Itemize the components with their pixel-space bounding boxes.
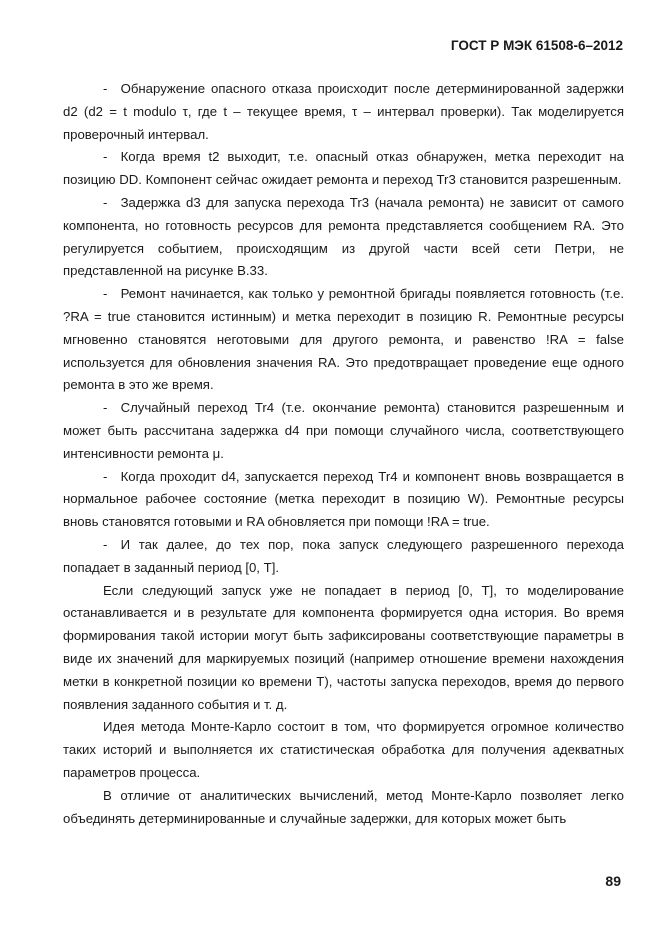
paragraph: - Когда время t2 выходит, т.е. опасный отказ обнаружен, метка переходит на позицию DD. Компонент сейчас ожидает ремонта и переход Tr3 становится разрешенным. xyxy=(63,149,624,188)
paragraph: - Задержка d3 для запуска перехода Tr3 (начала ремонта) не зависит от самого компонента, но готовность ресурсов для ремонта представляется сообщением RA. Это регулируется событием, происходящим из другой части всей сети Петри, не представленной на рисунке В.33. xyxy=(63,194,624,279)
paragraph: - Случайный переход Tr4 (т.е. окончание ремонта) становится разрешенным и может быть рассчитана задержка d4 при помощи случайного числа, соответствующего интенсивности ремонта μ. xyxy=(63,400,624,461)
paragraph: - Обнаружение опасного отказа происходит после детерминированной задержки d2 (d2 = t modulo τ, где t – текущее время, τ – интервал проверки). Так моделируется проверочный интервал. xyxy=(63,81,624,142)
paragraph: В отличие от аналитических вычислений, метод Монте-Карло позволяет легко объединять детерминированные и случайные задержки, для которых может быть xyxy=(63,787,624,826)
document-header: ГОСТ Р МЭК 61508-6–2012 xyxy=(450,38,623,53)
document-body xyxy=(63,78,624,830)
paragraph: Если следующий запуск уже не попадает в период [0, T], то моделирование останавливается и в результате для компонента формируется одна история. Во время формирования такой истории могут быть зафиксированы соответствующие параметры в виде их значений для маркируемых позиций (например отношение времени нахождения метки в конкретной позиции ко времени T), частоты запуска переходов, время до первого появления заданного события и т. д. xyxy=(63,582,624,712)
paragraph: - И так далее, до тех пор, пока запуск следующего разрешенного перехода попадает в заданный период [0, T]. xyxy=(63,536,624,575)
page-number: 89 xyxy=(605,873,621,889)
paragraph: Идея метода Монте-Карло состоит в том, что формируется огромное количество таких историй и выполняется их статистическая обработка для получения адекватных параметров процесса. xyxy=(63,719,624,780)
paragraph: - Когда проходит d4, запускается переход Tr4 и компонент вновь возвращается в нормальное рабочее состояние (метка переходит в позицию W). Ремонтные ресурсы вновь становятся готовыми и RA обновляется при помощи !RA = true. xyxy=(63,468,624,530)
paragraph: - Ремонт начинается, как только у ремонтной бригады появляется готовность (т.е. ?RA = true становится истинным) и метка переходит в позицию R. Ремонтные ресурсы мгновенно становятся неготовыми для другого ремонта, и равенство !RA = false используется для обновления значения RA. Это предотвращает проведение еще одного ремонта в это же время. xyxy=(63,286,624,393)
